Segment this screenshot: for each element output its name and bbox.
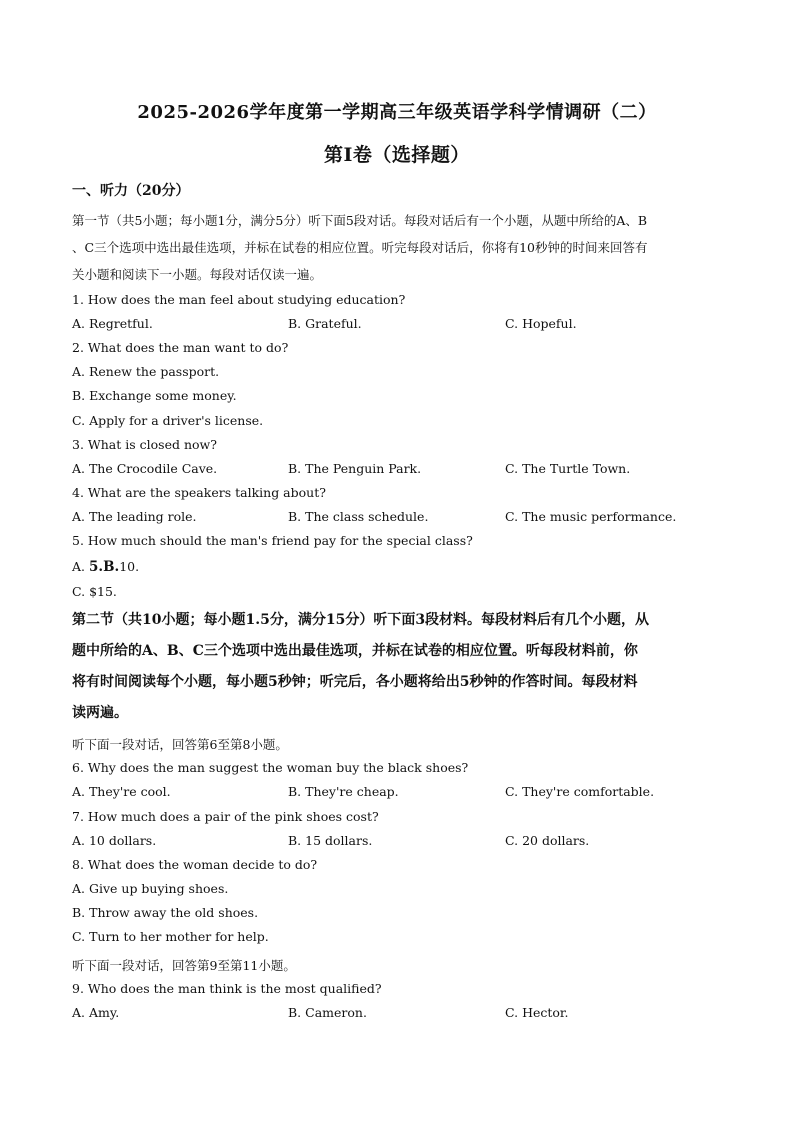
section2-intro-line: 将有时间阅读每个小题，每小题5秒钟；听完后，各小题将给出5秒钟的作答时间。每段材料: [72, 674, 638, 690]
option-c: C. 20 dollars.: [505, 833, 590, 848]
section2-intro-line: 读两遍。: [72, 705, 128, 721]
section2-intro-line: 第二节（共10小题；每小题1.5分，满分15分）听下面3段材料。每段材料后有几个小题，从: [72, 612, 650, 628]
question-stem: 1. How does the man feel about studying education?: [72, 292, 406, 307]
question-stem: 6. Why does the man suggest the woman buy the black shoes?: [72, 760, 469, 775]
option-a: A. Amy.: [72, 1005, 120, 1020]
option-b: B. 15 dollars.: [288, 833, 373, 848]
exam-subtitle: 第Ⅰ卷（选择题）: [324, 144, 470, 166]
option-a: [72, 559, 139, 575]
option-a-bold: 5.B.: [88, 559, 120, 575]
section2-intro-line: 题中所给的A、B、C三个选项中选出最佳选项，并标在试卷的相应位置。听每段材料前，你: [72, 643, 638, 659]
option-c: C. Turn to her mother for help.: [72, 929, 269, 944]
dialog-intro: 听下面一段对话，回答第6至第8小题。: [72, 737, 288, 752]
option-c: C. Apply for a driver's license.: [72, 413, 264, 428]
section1-intro-line: 关小题和阅读下一小题。每段对话仅读一遍。: [72, 267, 323, 282]
option-a: A. The leading role.: [72, 509, 197, 524]
question-stem: 5. How much should the man's friend pay for the special class?: [72, 533, 473, 548]
option-b: B. Throw away the old shoes.: [72, 905, 259, 920]
option-c: C. The music performance.: [505, 509, 677, 524]
question-stem: 8. What does the woman decide to do?: [72, 857, 318, 872]
question-stem: 7. How much does a pair of the pink shoes cost?: [72, 809, 379, 824]
option-c: C. $15.: [72, 584, 117, 599]
option-b: B. The class schedule.: [288, 509, 429, 524]
option-a: A. The Crocodile Cave.: [72, 461, 218, 476]
exam-title: 2025-2026学年度第一学期高三年级英语学科学情调研（二）: [137, 102, 657, 123]
option-c: C. Hector.: [505, 1005, 569, 1020]
option-b: B. The Penguin Park.: [288, 461, 422, 476]
option-b: B. Cameron.: [288, 1005, 367, 1020]
question-stem: 9. Who does the man think is the most qualified?: [72, 981, 382, 996]
option-a-rest: 10.: [119, 559, 140, 574]
question-stem: 4. What are the speakers talking about?: [72, 485, 326, 500]
dialog-intro: 听下面一段对话，回答第9至第11小题。: [72, 958, 296, 973]
option-a: A. Renew the passport.: [72, 364, 220, 379]
section1-intro-line: 第一节（共5小题；每小题1分，满分5分）听下面5段对话。每段对话后有一个小题，从题中所给的A、B: [72, 213, 648, 228]
option-c: C. The Turtle Town.: [505, 461, 631, 476]
part1-heading: 一、听力（20分）: [72, 183, 190, 199]
option-b: B. They're cheap.: [288, 784, 399, 799]
option-a: A. They're cool.: [72, 784, 171, 799]
option-c: C. Hopeful.: [505, 316, 577, 331]
option-a: A. Regretful.: [72, 316, 153, 331]
option-b: B. Exchange some money.: [72, 388, 237, 403]
option-a-prefix: A.: [72, 559, 89, 574]
section1-intro-line: 、C三个选项中选出最佳选项，并标在试卷的相应位置。听完每段对话后，你将有10秒钟的时间来回答有: [72, 240, 648, 255]
option-b: B. Grateful.: [288, 316, 362, 331]
question-stem: 3. What is closed now?: [72, 437, 217, 452]
option-a: A. 10 dollars.: [72, 833, 157, 848]
question-stem: 2. What does the man want to do?: [72, 340, 289, 355]
option-a: A. Give up buying shoes.: [72, 881, 229, 896]
option-c: C. They're comfortable.: [505, 784, 655, 799]
